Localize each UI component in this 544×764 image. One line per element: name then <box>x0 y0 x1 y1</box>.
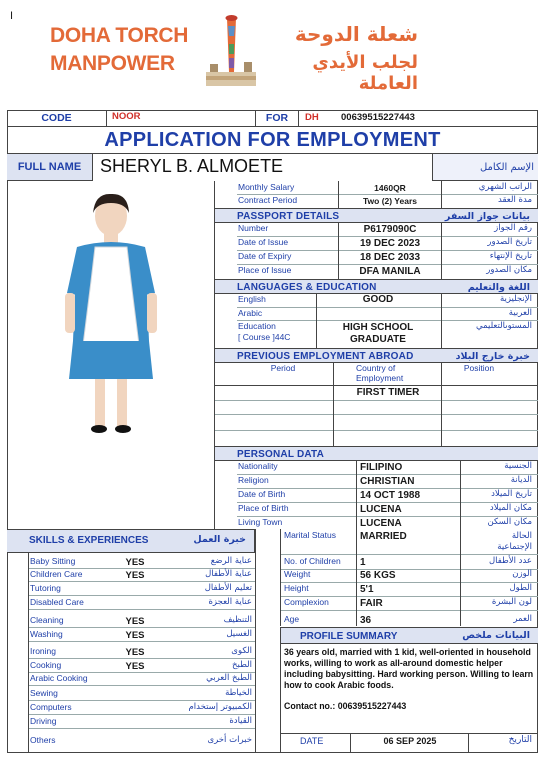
salary-value: 1460QR <box>374 183 406 193</box>
contract-value: Two (2) Years <box>362 196 417 206</box>
profile-title-ar: البيانات ملخص <box>462 630 530 641</box>
languages-title: LANGUAGES & EDUCATION <box>237 282 377 293</box>
skill-row-ar: القيادة <box>229 716 252 726</box>
divider <box>28 714 255 715</box>
skill-row-label: Washing <box>30 629 63 639</box>
passport-row-ar: رقم الجواز <box>494 223 532 233</box>
personal-row-value: 14 OCT 1988 <box>360 490 421 501</box>
applicant-figure-icon <box>7 181 215 529</box>
skill-row-label: Arabic Cooking <box>30 673 88 683</box>
personal-row-value: LUCENA <box>360 518 402 529</box>
skill-row-label: Baby Sitting <box>30 556 76 566</box>
education-value-1: HIGH SCHOOL <box>342 322 414 333</box>
height-label: Height <box>284 583 309 593</box>
salary-ar: الراتب الشهري <box>478 182 532 192</box>
marital-ar1: الحالة <box>511 531 532 541</box>
salary-label: Monthly Salary <box>238 182 295 192</box>
date-label: DATE <box>300 736 324 746</box>
personal-row-ar: الجنسية <box>504 461 532 471</box>
personal-row-value: CHRISTIAN <box>360 476 415 487</box>
skill-row-value: YES <box>125 557 145 568</box>
skill-row-ar: الطبخ <box>232 660 252 670</box>
divider <box>28 609 255 610</box>
height-value: 5'1 <box>360 584 374 595</box>
logo-ar-line1: شعلة الدوحة <box>294 22 418 46</box>
previous-title: PREVIOUS EMPLOYMENT ABROAD <box>237 351 414 362</box>
form-title: APPLICATION FOR EMPLOYMENT <box>7 127 538 154</box>
personal-section-header <box>215 446 538 461</box>
skills-title: SKILLS & EXPERIENCES <box>29 535 149 546</box>
skill-row-label: Computers <box>30 702 72 712</box>
logo-en-line2: MANPOWER <box>50 52 175 75</box>
personal-row-ar: الديانة <box>510 475 532 485</box>
divider <box>441 223 442 279</box>
divider <box>28 641 255 642</box>
code-label: CODE <box>7 110 107 126</box>
skill-row-value: YES <box>125 647 145 658</box>
languages-title-ar: اللغة والتعليم <box>467 282 530 293</box>
skill-row-ar: الطبخ العربي <box>206 673 252 683</box>
skill-row-label: Children Care <box>30 569 83 579</box>
passport-row-label: Date of Expiry <box>238 251 292 261</box>
skills-section-header <box>7 529 255 553</box>
personal-row-label: Religion <box>238 475 269 485</box>
education-value-2: GRADUATE <box>350 334 406 345</box>
complexion-value: FAIR <box>360 598 383 609</box>
skill-row-value: YES <box>125 570 145 581</box>
complexion-label: Complexion <box>284 597 329 607</box>
skill-row-ar: عناية الرضع <box>210 556 252 566</box>
passport-row-ar: تاريخ الإنتهاء <box>489 251 532 261</box>
passport-row-label: Place of Issue <box>238 265 292 275</box>
divider <box>460 461 461 529</box>
profile-text: 36 years old, married with 1 kid, well-oriented in household works, willing to work as all-around domestic helper including babysitting. Hard working person. Willing to learn how to cook Arabic foods. <box>284 647 534 690</box>
skill-row-ar: عناية العجزة <box>208 597 252 607</box>
skill-row-label: Tutoring <box>30 583 61 593</box>
age-value: 36 <box>360 615 372 626</box>
personal-row-label: Nationality <box>238 461 278 471</box>
skill-row-label: Driving <box>30 716 57 726</box>
skill-row-value: YES <box>125 630 145 641</box>
marital-label: Marital Status <box>284 530 336 540</box>
passport-title-ar: بيانات جواز السفر <box>444 211 530 222</box>
personal-row-value: FILIPINO <box>360 462 403 473</box>
skill-row-value: YES <box>125 616 145 627</box>
children-value: 1 <box>360 557 366 568</box>
divider <box>338 223 339 279</box>
skill-row-ar: الغسيل <box>226 629 252 639</box>
arabic-label: Arabic <box>238 308 263 318</box>
previous-col-position: Position <box>463 363 495 373</box>
passport-row-value: 19 DEC 2023 <box>359 238 421 249</box>
passport-row-label: Date of Issue <box>238 237 289 247</box>
skill-row-ar: التنظيف <box>223 615 252 625</box>
personal-row-label: Living Town <box>238 517 283 527</box>
skill-row-label: Disabled Care <box>30 597 84 607</box>
skill-row-ar: الكمبيوتر إستخدام <box>188 702 252 712</box>
skill-row-label: Cooking <box>30 660 62 670</box>
skill-row-label: Cleaning <box>30 615 64 625</box>
logo-en-line1: DOHA TORCH <box>50 24 189 47</box>
personal-row-ar: مكان الميلاد <box>489 503 532 513</box>
weight-ar: الوزن <box>512 569 532 579</box>
date-ar: التاريخ <box>508 735 532 745</box>
passport-row-label: Number <box>238 223 269 233</box>
page-marker: I <box>10 10 14 22</box>
skill-row-ar: عناية الأطفال <box>205 569 252 579</box>
personal-row-value: LUCENA <box>360 504 402 515</box>
divider <box>28 627 255 628</box>
divider <box>356 461 357 529</box>
divider <box>28 728 255 729</box>
code-phone: 00639515227443 <box>341 112 415 123</box>
passport-section-header <box>215 208 538 223</box>
previous-title-ar: خبرة خارج البلاد <box>455 351 530 362</box>
skills-title-ar: خبرة العمل <box>193 534 246 545</box>
personal-row-label: Place of Birth <box>238 503 289 513</box>
divider <box>28 685 255 686</box>
skill-row-label: Sewing <box>30 688 58 698</box>
full-name-value: SHERYL B. ALMOETE <box>100 156 284 176</box>
passport-row-ar: مكان الصدور <box>486 265 532 275</box>
skill-row-ar: تعليم الأطفال <box>204 583 252 593</box>
personal-row-ar: تاريخ الميلاد <box>491 489 532 499</box>
divider <box>280 610 538 611</box>
arabic-ar: العربية <box>508 308 532 318</box>
applicant-photo <box>7 181 215 529</box>
profile-title: PROFILE SUMMARY <box>300 631 398 642</box>
profile-section-header <box>280 627 538 644</box>
languages-section-header <box>215 279 538 294</box>
full-name-ar: الإسم الكامل <box>432 154 538 181</box>
english-label: English <box>238 294 266 304</box>
full-name-label: FULL NAME <box>7 154 93 181</box>
passport-row-value: P6179090C <box>363 224 417 235</box>
personal-row-ar: مكان السكن <box>487 517 532 527</box>
personal-row-label: Date of Birth <box>238 489 286 499</box>
divider <box>28 700 255 701</box>
complexion-ar: لون البشرة <box>491 597 532 607</box>
education-course: [ Course ]44C <box>238 332 291 342</box>
divider <box>28 581 255 582</box>
skill-row-ar: الكوى <box>231 646 252 656</box>
date-value: 06 SEP 2025 <box>383 736 437 746</box>
code-value: NOOR <box>112 111 141 122</box>
torch-logo-icon <box>206 14 256 86</box>
logo-ar-line2: لجلب الأيدي العاملة <box>312 52 418 94</box>
profile-contact: Contact no.: 00639515227443 <box>284 701 407 711</box>
for-value: DH <box>305 112 319 123</box>
for-label: FOR <box>255 110 299 126</box>
age-label: Age <box>284 614 300 624</box>
children-label: No. of Children <box>284 556 341 566</box>
children-ar: عدد الأطفال <box>488 556 532 566</box>
contract-ar: مدة العقد <box>498 195 532 205</box>
passport-title: PASSPORT DETAILS <box>237 211 340 222</box>
marital-value: MARRIED <box>360 531 407 542</box>
passport-row-value: 18 DEC 2033 <box>359 252 421 263</box>
contract-label: Contract Period <box>238 195 298 205</box>
english-ar: الإنجليزية <box>499 294 532 304</box>
weight-value: 56 KGS <box>360 570 396 581</box>
divider <box>28 658 255 659</box>
others-ar: خبرات أخرى <box>207 735 252 745</box>
divider <box>28 595 255 596</box>
code-bar <box>7 110 538 127</box>
passport-row-value: DFA MANILA <box>359 266 421 277</box>
education-ar: المستوىالتعليمي <box>476 321 532 331</box>
marital-ar2: الإجتماعية <box>497 542 532 552</box>
skill-row-value: YES <box>125 661 145 672</box>
personal-title: PERSONAL DATA <box>237 449 325 460</box>
previous-col-country: Country of Employment <box>356 363 404 383</box>
passport-row-ar: تاريخ الصدور <box>487 237 532 247</box>
previous-section-header <box>215 348 538 363</box>
weight-label: Weight <box>284 569 311 579</box>
skill-row-ar: الخياطة <box>225 688 252 698</box>
english-value: GOOD <box>362 294 394 305</box>
previous-first-row: FIRST TIMER <box>356 387 420 398</box>
age-ar: العمر <box>513 614 532 624</box>
others-label: Others <box>30 735 56 745</box>
previous-col-period: Period <box>270 363 296 373</box>
skill-row-label: Ironing <box>30 646 56 656</box>
height-ar: الطول <box>509 583 532 593</box>
education-label: Education <box>238 321 276 331</box>
